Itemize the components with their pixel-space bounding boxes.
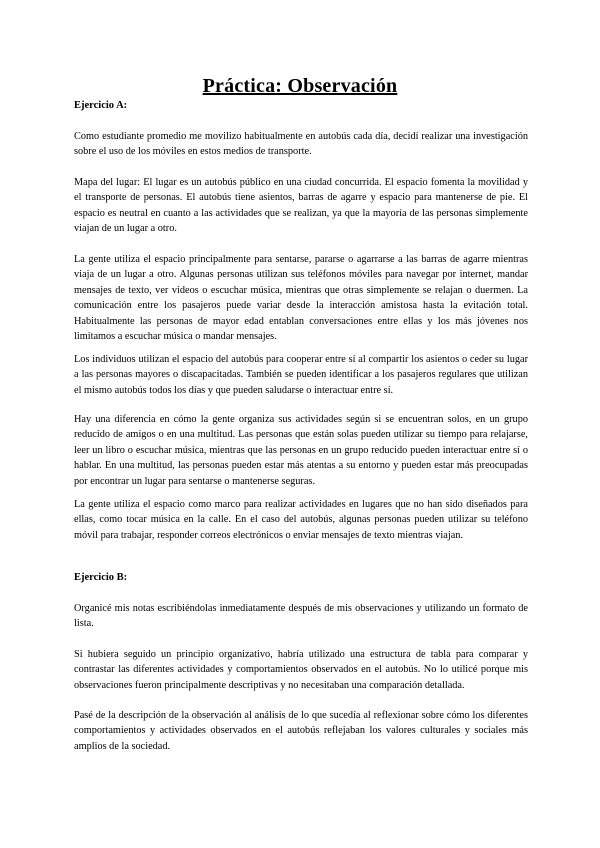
paragraph-a-6: La gente utiliza el espacio como marco para realizar actividades en lugares que no han sido diseñados para ellas, como tocar música en la calle. En el caso del autobús, algunas personas pueden utilizar su teléfono móvil para trabajar, responder correos electrónicos o enviar mensajes de texto mientras viajan. bbox=[74, 499, 528, 541]
paragraph-a-3: La gente utiliza el espacio principalmente para sentarse, pararse o agarrarse a las barras de agarre mientras viaja de un lugar a otro. Algunas personas utilizan sus teléfonos móviles para navegar por internet, mandar mensajes de texto, ver videos o escuchar música, mientras que otras simplemente se relajan o duermen. La comunicación entre los pasajeros puede variar desde la interacción amistosa hasta la evitación total. Habitualmente las personas de mayor edad entablan conversaciones entre ellas y los más jóvenes nos limitamos a escuchar música o mandar mensajes. bbox=[74, 254, 528, 343]
paragraph-b-3: Pasé de la descripción de la observación al análisis de lo que sucedía al reflexionar sobre cómo los diferentes comportamientos y actividades observados en el autobús reflejaban los valores culturales y sociales más amplios de la sociedad. bbox=[74, 710, 528, 752]
paragraph-a-5: Hay una diferencia en cómo la gente organiza sus actividades según si se encuentran solos, en un grupo reducido de amigos o en una multitud. Las personas que están solas pueden utilizar su tiempo para relajarse, leer un libro o escuchar música, mientras que las personas en un grupo reducido pueden interactuar entre sí o hablar. En una multitud, las personas pueden estar más atentas a su entorno y pueden estar más preocupadas por encontrar un lugar para sentarse o mantenerse seguras. bbox=[74, 414, 528, 487]
paragraph-a-4: Los individuos utilizan el espacio del autobús para cooperar entre sí al compartir los asientos o ceder su lugar a las personas mayores o discapacitadas. También se pueden identificar a los pasajeros regulares que utilizan el mismo autobús todos los días y que pueden saludarse o interactuar entre sí. bbox=[74, 354, 528, 396]
paragraph-a-2: Mapa del lugar: El lugar es un autobús público en una ciudad concurrida. El espacio fomenta la movilidad y el transporte de personas. El autobús tiene asientos, barras de agarre y espacio para mantenerse de pie. El espacio es neutral en cuanto a las actividades que se realizan, ya que la mayoría de las personas simplemente viajan de un lugar a otro. bbox=[74, 177, 528, 235]
paragraph-b-2: Si hubiera seguido un principio organizativo, habría utilizado una estructura de tabla para comparar y contrastar las diferentes actividades y comportamientos observados en el autobús. No lo utilicé porque mis observaciones fueron principalmente descriptivas y no necesitaban una comparación detallada. bbox=[74, 649, 528, 691]
section-a-heading: Ejercicio A: bbox=[74, 100, 128, 111]
section-b-heading: Ejercicio B: bbox=[74, 572, 128, 583]
page-title: Práctica: Observación bbox=[202, 75, 398, 97]
paragraph-b-1: Organicé mis notas escribiéndolas inmediatamente después de mis observaciones y utilizando un formato de lista. bbox=[74, 603, 528, 630]
paragraph-a-1: Como estudiante promedio me movilizo habitualmente en autobús cada día, decidí realizar una investigación sobre el uso de los móviles en estos medios de transporte. bbox=[74, 131, 528, 158]
